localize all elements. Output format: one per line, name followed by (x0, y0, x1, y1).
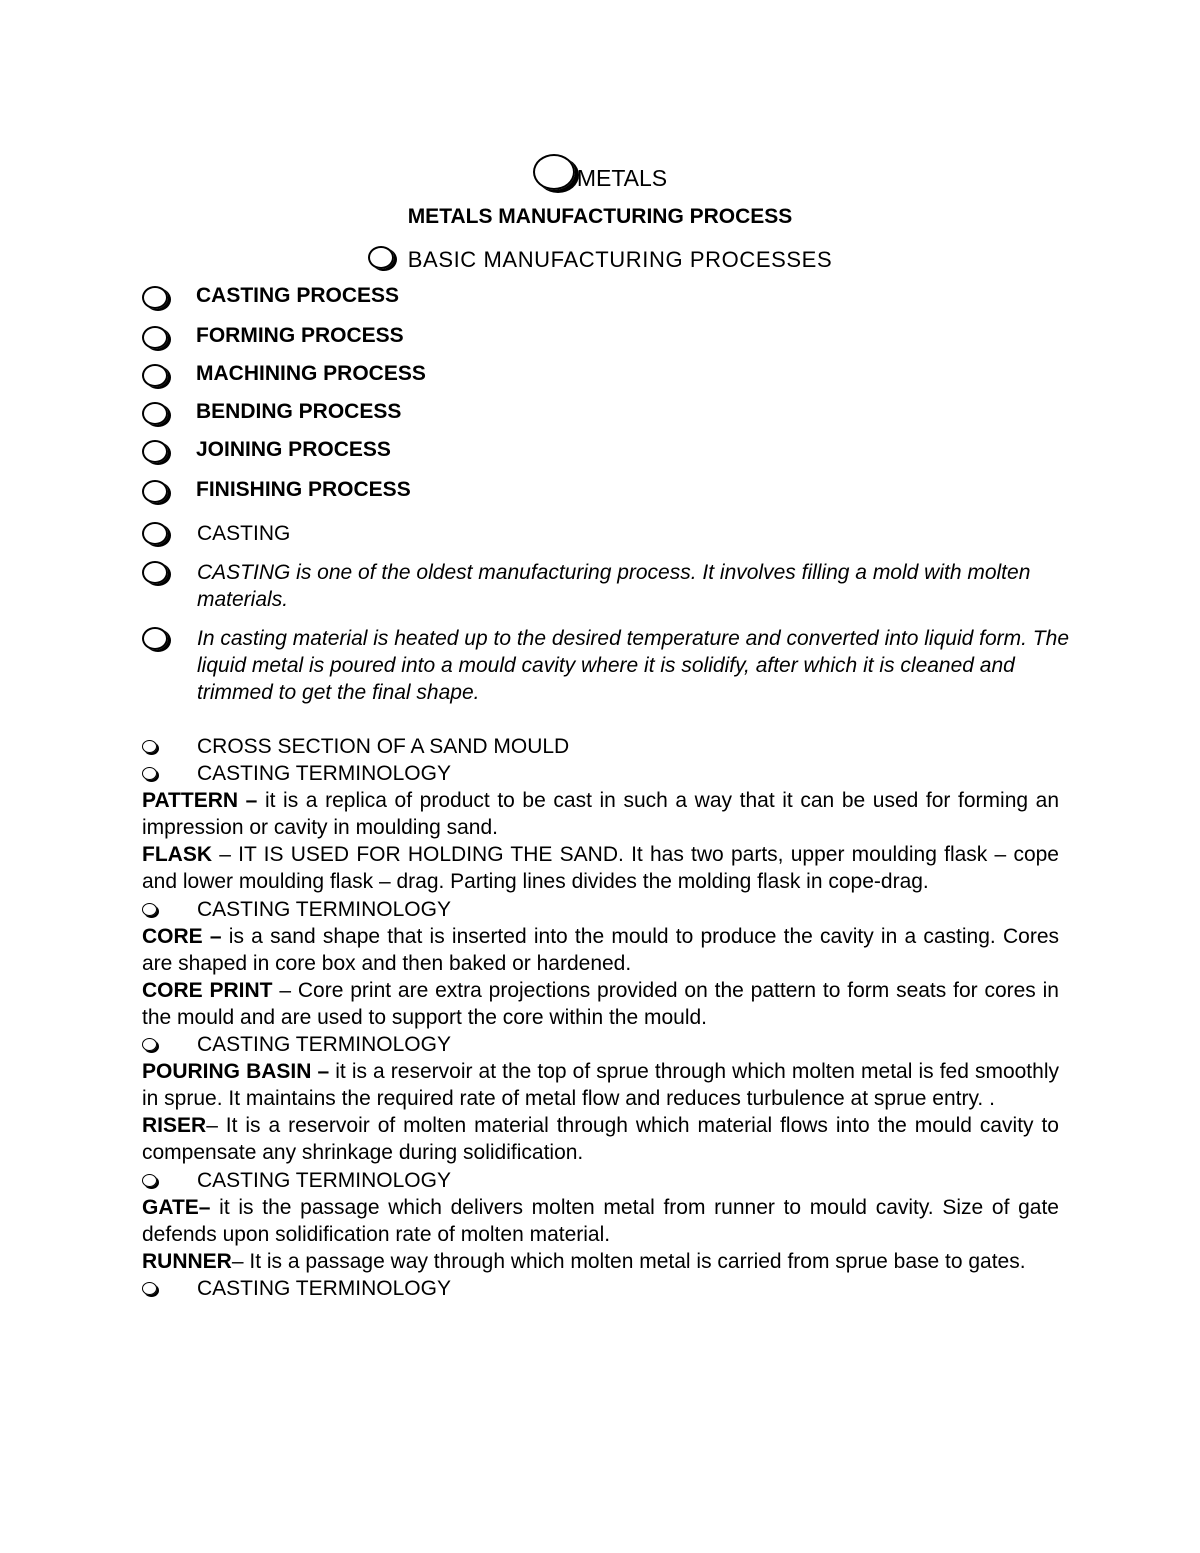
term-gate (142, 1194, 1059, 1248)
section-label: CROSS SECTION OF A SAND MOULD (197, 735, 570, 758)
term-core (142, 923, 1059, 977)
term-text: – It is a passage way through which molten metal is carried from sprue base to gates. (231, 1249, 1026, 1273)
process-label: JOINING PROCESS (196, 438, 391, 461)
process-label: FORMING PROCESS (196, 324, 404, 347)
section-label: CASTING TERMINOLOGY (197, 897, 451, 921)
bullet-icon (142, 480, 168, 503)
term-label: PATTERN – (142, 789, 258, 813)
section-cross-section (142, 733, 1059, 760)
bullet-icon (533, 154, 575, 190)
section-terminology (142, 1031, 1059, 1058)
casting-definition-text: CASTING is one of the oldest manufacturing process. It involves filling a mold with molten materials. (197, 561, 1031, 611)
term-pattern (142, 787, 1059, 841)
term-label: RISER (142, 1114, 207, 1138)
term-riser (142, 1112, 1059, 1166)
process-label: MACHINING PROCESS (196, 362, 426, 385)
bullet-icon (142, 402, 168, 425)
bullet-icon (142, 440, 168, 463)
bullet-icon (142, 286, 168, 309)
bullet-icon (142, 326, 168, 349)
term-text: – IT IS USED FOR HOLDING THE SAND. It has two parts, upper moulding flask – cope and lower moulding flask – drag. Parting lines divides the molding flask in cope-drag. (142, 843, 1059, 894)
term-runner (142, 1248, 1059, 1275)
term-text: it is a replica of product to be cast in such a way that it can be used for forming an impression or cavity in moulding sand. (142, 789, 1060, 840)
term-text: – Core print are extra projections provided on the pattern to form seats for cores in the mould and are used to support the core within the mould. (142, 978, 1059, 1029)
sub-heading (0, 246, 1200, 273)
bullet-icon (142, 1174, 157, 1187)
section-label: CASTING TERMINOLOGY (197, 1033, 451, 1057)
bullet-icon (142, 522, 168, 545)
bullet-icon (142, 364, 168, 387)
term-label: RUNNER (142, 1249, 232, 1273)
bullet-icon (368, 246, 394, 269)
bullet-icon (142, 767, 157, 780)
bullet-icon (142, 903, 157, 916)
term-flask (142, 841, 1059, 895)
casting-heading (142, 520, 1072, 547)
title-text: METALS (576, 165, 668, 191)
terminology-body (142, 733, 1059, 1302)
bullet-icon (142, 1038, 157, 1051)
term-pouring-basin (142, 1058, 1059, 1112)
process-label: BENDING PROCESS (196, 400, 402, 423)
casting-description-text: In casting material is heated up to the desired temperature and converted into liquid form. The liquid metal is poured into a mould cavity where it is solidify, after which it is cleaned and trimmed to get the final shape. (197, 627, 1069, 704)
term-text: is a sand shape that is inserted into the mould to produce the cavity in a casting. Cores are shaped in core box and then baked or hardened. (142, 924, 1059, 975)
section-label: CASTING TERMINOLOGY (197, 762, 451, 786)
title (0, 154, 1200, 204)
section-label: CASTING TERMINOLOGY (197, 1168, 451, 1192)
term-label: FLASK (142, 843, 212, 867)
casting-definition (142, 559, 1072, 613)
term-text: it is the passage which delivers molten metal from runner to mould cavity. Size of gate defends upon solidification rate of molten material. (142, 1195, 1059, 1246)
section-terminology (142, 760, 1059, 787)
section-terminology (142, 1275, 1059, 1302)
process-label: FINISHING PROCESS (196, 478, 411, 501)
term-label: GATE– (142, 1195, 211, 1219)
section-label: CASTING TERMINOLOGY (197, 1276, 451, 1300)
term-label: POURING BASIN – (142, 1060, 330, 1084)
term-label: CORE – (142, 924, 222, 948)
section-terminology (142, 1167, 1059, 1194)
term-text: – It is a reservoir of molten material through which material flows into the mould cavity to compensate any shrinkage during solidification. (142, 1114, 1059, 1165)
term-label: CORE PRINT (142, 978, 273, 1002)
term-core-print (142, 977, 1059, 1031)
main-heading: METALS MANUFACTURING PROCESS (407, 205, 793, 228)
bullet-icon (142, 1282, 157, 1295)
bullet-icon (142, 561, 168, 584)
casting-label: CASTING (197, 522, 291, 545)
bullet-icon (142, 627, 168, 650)
sub-heading-text: BASIC MANUFACTURING PROCESSES (407, 247, 833, 272)
section-terminology (142, 896, 1059, 923)
bullet-icon (142, 740, 157, 753)
casting-description (142, 625, 1072, 706)
term-text: it is a reservoir at the top of sprue through which molten metal is fed smoothly in sprue. It maintains the required rate of metal flow and reduces turbulence at sprue entry. . (142, 1060, 1059, 1111)
process-label: CASTING PROCESS (196, 284, 400, 307)
